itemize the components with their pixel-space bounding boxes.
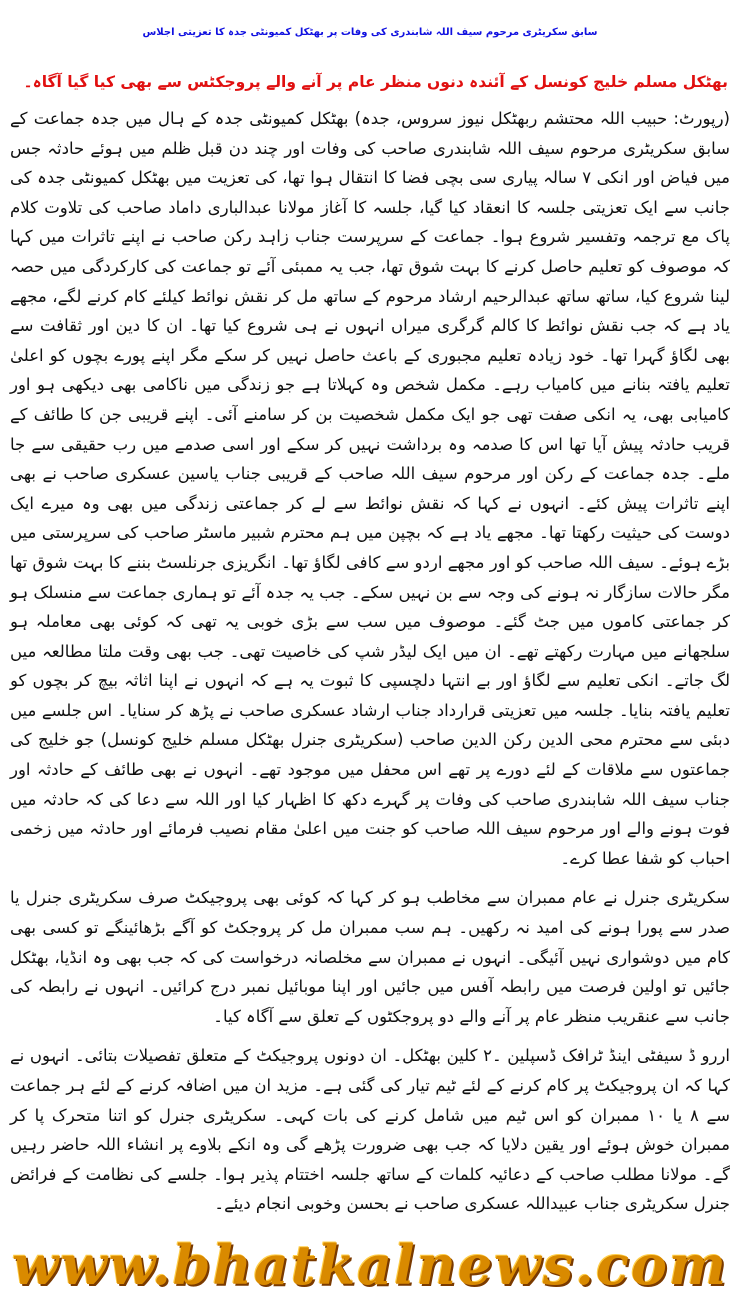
article-subheadline: بھٹکل مسلم خلیج کونسل کے آئندہ دنوں منظر عام پر آنے والے پروجکٹس سے بھی کیا گیا آگاہ۔ [23,73,728,91]
article-body [10,104,730,1219]
article-paragraph-3: اررو ڈ سیفٹی اینڈ ٹرافک ڈسپلین ۔۲ کلین بھٹکل۔ ان دونوں پروجیکٹ کے متعلق تفصیلات بتائی۔ انہوں نے کہا کہ ان پروجیکٹ پر کام کرنے کے لئے ٹیم تیار کی گئی ہے۔ مزید ان میں اضافہ کرنے کے لئے ہر جماعت سے ۸ یا ۱۰ ممبران کو اس ٹیم میں شامل کرنے کی بات کہی۔ سکریٹری جنرل کو اتنا متحرک پا کر ممبران خوش ہوئے اور یقین دلایا کہ جب بھی ضرورت پڑھے گی وہ انکے بلاوے پر انشاء اللہ حاضر رہیں گے۔ مولانا مطلب صاحب کے دعائیہ کلمات کے ساتھ جلسہ اختتام پذیر ہوا۔ جلسے کی نظامت کے فرائض جنرل سکریٹری جناب عبیداللہ عسکری صاحب نے بحسن وخوبی انجام دیئے۔ [10,1046,730,1214]
article-headline: سابق سکریٹری مرحوم سیف اللہ شابندری کی وفات پر بھٹکل کمیونٹی جدہ کا تعزیتی اجلاس [142,27,598,38]
site-footer-banner [0,1233,740,1297]
article-paragraph-2: سکریٹری جنرل نے عام ممبران سے مخاطب ہو کر کہا کہ کوئی بھی پروجیکٹ صرف سکریٹری جنرل یا صدر سے پورا ہونے کی امید نہ رکھیں۔ ہم سب ممبران مل کر پروجکٹ کو آگے بڑھائینگے تو کسی بھی کام میں دوشواری نہیں آئیگی۔ انہوں نے ممبران سے مخلصانہ درخواست کی کہ جب بھی وہ انڈیا، بھٹکل جائیں تو اولین فرصت میں رابطہ آفس میں جائیں اور اپنا موبائیل نمبر درج کرائیں۔ انہوں نے رابطہ کی جانب سے عنقریب منظر عام پر آنے والے دو پروجکٹوں کے تعلق سے آگاہ کیا۔ [10,888,730,1026]
site-url-logo[interactable]: www.bhatkalnews.com [11,1233,729,1297]
article-paragraph-1: (رپورٹ: حبیب اللہ محتشم ربھٹکل نیوز سروس، جدہ) بھٹکل کمیونٹی جدہ کے ہال میں جدہ جماعت کے سابق سکریٹری مرحوم سیف اللہ شابندری صاحب کی وفات اور چند دن قبل ظلم میں ہوئے حادثہ جس میں فیاض اور انکی ۷ سالہ پیاری سی بچی فضا کا انتقال ہوا تھا، کی تعزیت میں بھٹکل کمیونٹی جدہ کی جانب سے ایک تعزیتی جلسہ کا انعقاد کیا گیا، جلسہ کا آغاز مولانا عبدالباری داماد صاحب کی تلاوت کلام پاک مع ترجمہ وتفسیر شروع ہوا۔ جماعت کے سرپرست جناب زاہد رکن صاحب نے اپنے تاثرات میں کہا کہ موصوف کو تعلیم حاصل کرنے کا بہت شوق تھا، جب یہ ممبئی آئے تو جماعت کی کارکردگی میں حصہ لینا شروع کیا، ساتھ ساتھ عبدالرحیم ارشاد مرحوم کے ساتھ مل کر نقش نوائط کیلئے کام کرنے لگے، مجھے یاد ہے کہ جب نقش نوائط کا کالم گرگری میراں انہوں نے ہی شروع کیا تھا۔ ان کا دین اور ثقافت سے بھی لگاؤ گہرا تھا۔ خود زیادہ تعلیم مجبوری کے باعث حاصل نہیں کر سکے مگر اپنے پورے بچوں کو اعلیٰ تعلیم یافتہ بنانے میں کامیاب رہے۔ مکمل شخص وہ کہلاتا ہے جو زندگی میں ناکامی بھی دیکھی ہو اور کامیابی بھی، یہ انکی صفت تھی جو ایک مکمل شخصیت بن کر سامنے آئی۔ اپنے قریبی جن کا طائف کے قریب حادثہ پیش آیا تھا اس کا صدمہ وہ برداشت نہیں کر سکے اور اسی صدمے میں رب حقیقی سے جا ملے۔ جدہ جماعت کے رکن اور مرحوم سیف اللہ صاحب کے قریبی جناب یاسین عسکری صاحب نے بھی اپنے تاثرات پیش کئے۔ انہوں نے کہا کہ نقش نوائط سے لے کر جماعتی زندگی میں بھی وہ میرے ایک دوست کی حیثیت رکھتا تھا۔ مجھے یاد ہے کہ بچپن میں ہم محترم شبیر ماسٹر صاحب کی سرپرستی میں بڑے ہوئے۔ سیف اللہ صاحب کو اور مجھے اردو سے کافی لگاؤ تھا۔ انگریزی جرنلسٹ بننے کا بہت شوق تھا مگر حالات سازگار نہ ہونے کی وجہ سے بن نہیں سکے۔ جب یہ جدہ آئے تو ہماری جماعت سے منسلک ہو کر جماعتی کاموں میں جٹ گئے۔ موصوف میں سب سے بڑی خوبی یہ تھی کہ کوئی بھی معاملہ ہو سلجھانے میں مہارت رکھتے تھے۔ ان میں ایک لیڈر شپ کی خاصیت تھی۔ جب بھی وقت ملتا مطالعہ میں لگ جاتے۔ انکی تعلیم سے لگاؤ اور بے انتہا دلچسپی کا ثبوت یہ ہے کہ انہوں نے اپنا اثاثہ بیچ کر بچوں کو تعلیم یافتہ بنایا۔ جلسہ میں تعزیتی قرارداد جناب ارشاد عسکری صاحب نے پڑھ کر سنایا۔ اس جلسے میں دبئی سے محترم محی الدین رکن الدین صاحب (سکریٹری جنرل بھٹکل مسلم خلیج کونسل) جو خلیج کی جماعتوں سے ملاقات کے لئے دورے پر تھے اس محفل میں موجود تھے۔ انہوں نے بھی طائف کے حادثہ اور جناب سیف اللہ شابندری صاحب کی وفات پر گہرے دکھ کا اظہار کیا اور اللہ سے دعا کی کہ حادثہ میں فوت ہونے والے اور مرحوم سیف اللہ صاحب کو جنت میں اعلیٰ مقام نصیب فرمائے اور حادثہ میں زخمی احباب کو شفا عطا کرے۔ [10,109,730,868]
